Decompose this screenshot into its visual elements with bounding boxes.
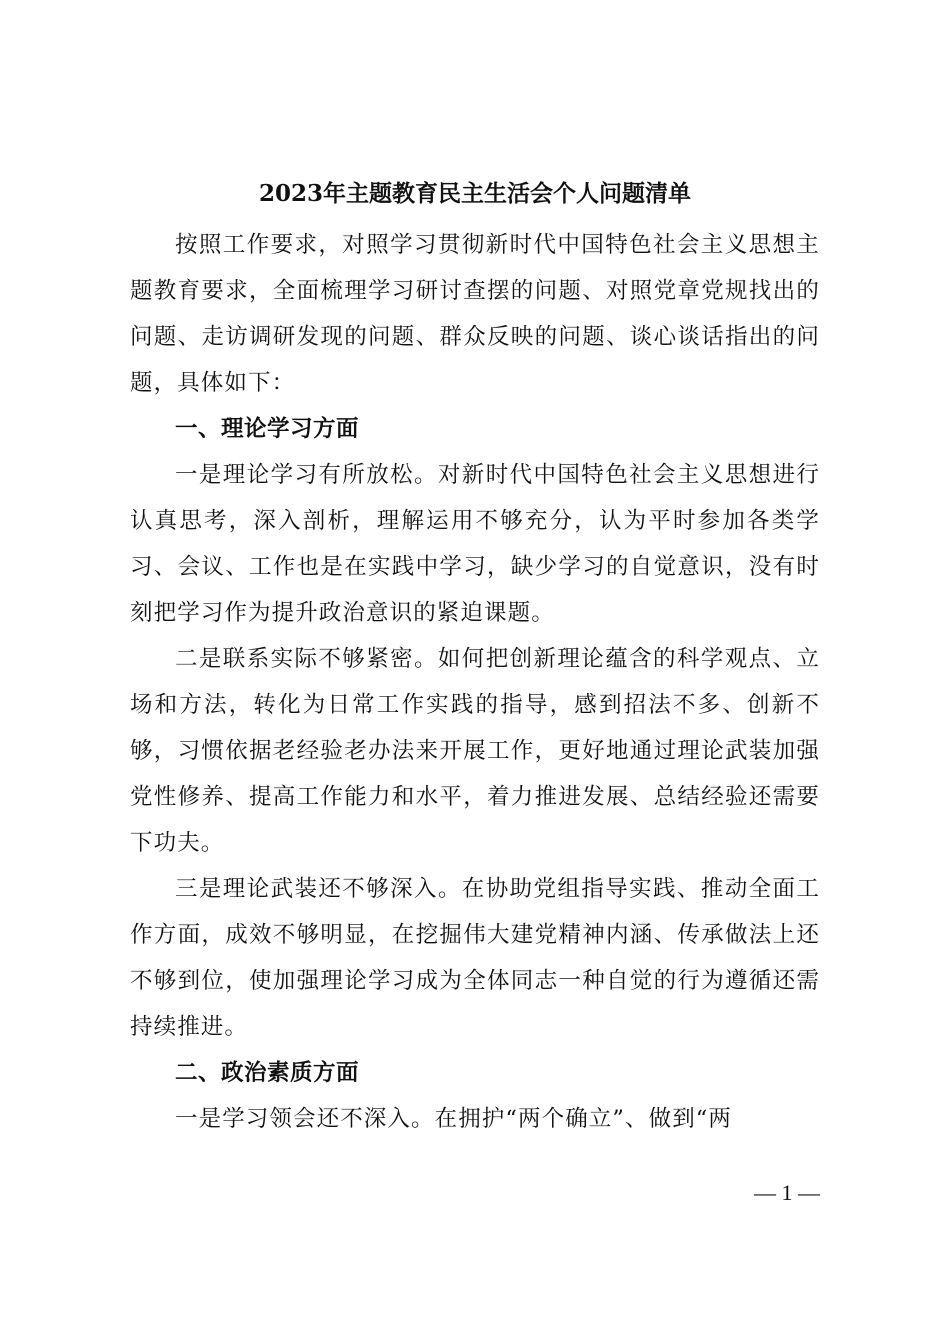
section-heading-theory: 一、理论学习方面 [175,416,360,442]
section-heading-political: 二、政治素质方面 [175,1060,360,1086]
paragraph: 一是学习领会还不深入。在拥护“两个确立”、做到“两 [175,1106,733,1132]
document-title: 2023年主题教育民主生活会个人问题清单 [258,180,691,207]
intro-paragraph: 按照工作要求，对照学习贯彻新时代中国特色社会主义思想主题教育要求，全面梳理学习研讨查摆的问题、对照党章党规找出的问题、走访调研发现的问题、群众反映的问题、谈心谈话指出的问题，具体如下： [130,232,820,396]
document-body [130,222,820,1142]
paragraph: 三是理论武装还不够深入。在协助党组指导实践、推动全面工作方面，成效不够明显，在挖掘伟大建党精神内涵、传承做法上还不够到位，使加强理论学习成为全体同志一种自觉的行为遵循还需持续推进。 [130,876,820,1040]
page-number: — 1 — [754,1180,820,1205]
paragraph: 二是联系实际不够紧密。如何把创新理论蕴含的科学观点、立场和方法，转化为日常工作实践的指导，感到招法不多、创新不够，习惯依据老经验老办法来开展工作，更好地通过理论武装加强党性修养、提高工作能力和水平，着力推进发展、总结经验还需要下功夫。 [130,646,820,856]
paragraph: 一是理论学习有所放松。对新时代中国特色社会主义思想进行认真思考，深入剖析，理解运用不够充分，认为平时参加各类学习、会议、工作也是在实践中学习，缺少学习的自觉意识，没有时刻把学习作为提升政治意识的紧迫课题。 [130,462,820,626]
